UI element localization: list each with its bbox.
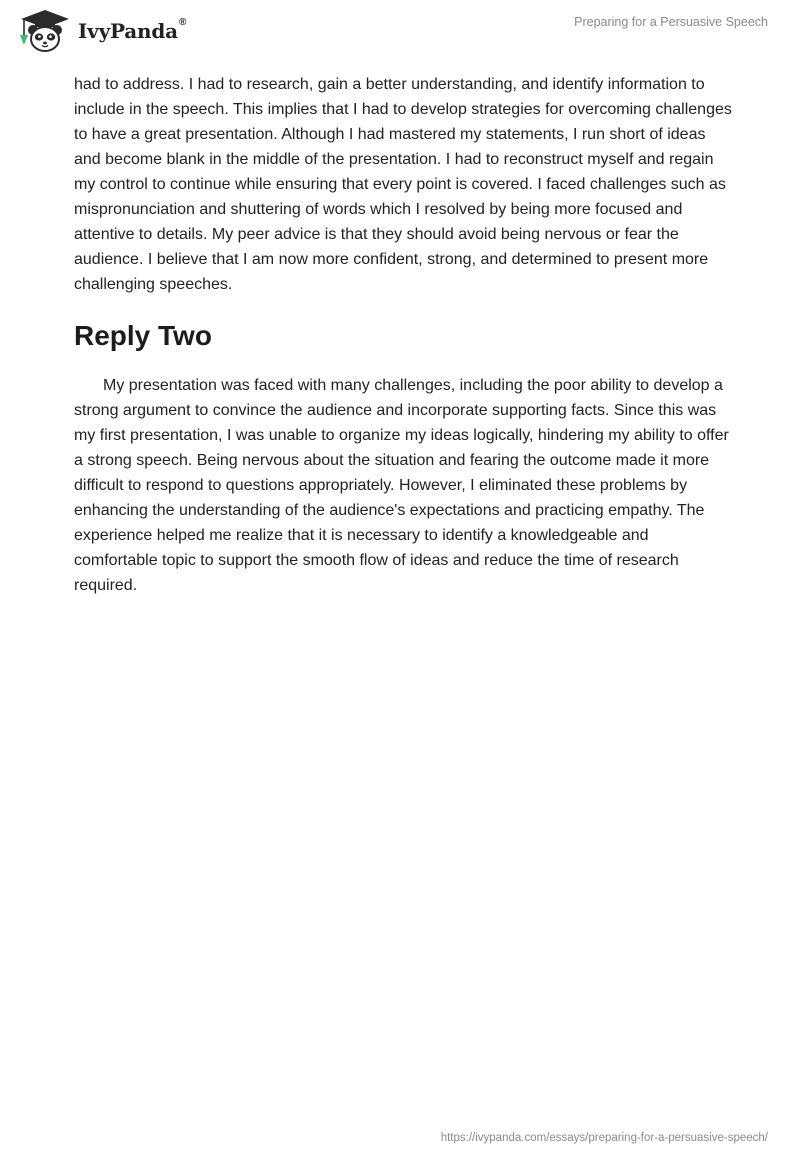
essay-content bbox=[74, 72, 734, 598]
ivypanda-logo[interactable] bbox=[14, 9, 186, 53]
registered-mark: ® bbox=[178, 17, 187, 28]
logo-wordmark bbox=[78, 19, 186, 43]
logo-text: IvyPanda bbox=[78, 19, 178, 43]
panda-graduate-icon bbox=[14, 9, 76, 53]
running-title: Preparing for a Persuasive Speech bbox=[574, 15, 768, 29]
paragraph-reply-two: My presentation was faced with many challenges, including the poor ability to develop a strong argument to convince the audience and incorporate supporting facts. Since this was my first presentation, I was unable to organize my ideas logically, hindering my ability to offer a strong speech. Being nervous about the situation and fearing the outcome made it more difficult to respond to questions appropriately. However, I eliminated these problems by enhancing the understanding of the audience's expectations and practicing empathy. The experience helped me realize that it is necessary to identify a knowledgeable and comfortable topic to support the smooth flow of ideas and reduce the time of research required. bbox=[74, 377, 729, 594]
paragraph-continuation: had to address. I had to research, gain a better understanding, and identify information to include in the speech. This implies that I had to develop strategies for overcoming challenges to have a great presentation. Although I had mastered my statements, I run short of ideas and become blank in the middle of the presentation. I had to reconstruct myself and regain my control to continue while ensuring that every point is covered. I faced challenges such as mispronunciation and shuttering of words which I resolved by being more focused and attentive to details. My peer advice is that they should avoid being nervous or fear the audience. I believe that I am now more confident, strong, and determined to present more challenging speeches. bbox=[74, 76, 732, 293]
page-header bbox=[0, 0, 800, 64]
section-heading: Reply Two bbox=[74, 320, 212, 351]
source-url[interactable]: https://ivypanda.com/essays/preparing-for-a-persuasive-speech/ bbox=[440, 1132, 768, 1144]
